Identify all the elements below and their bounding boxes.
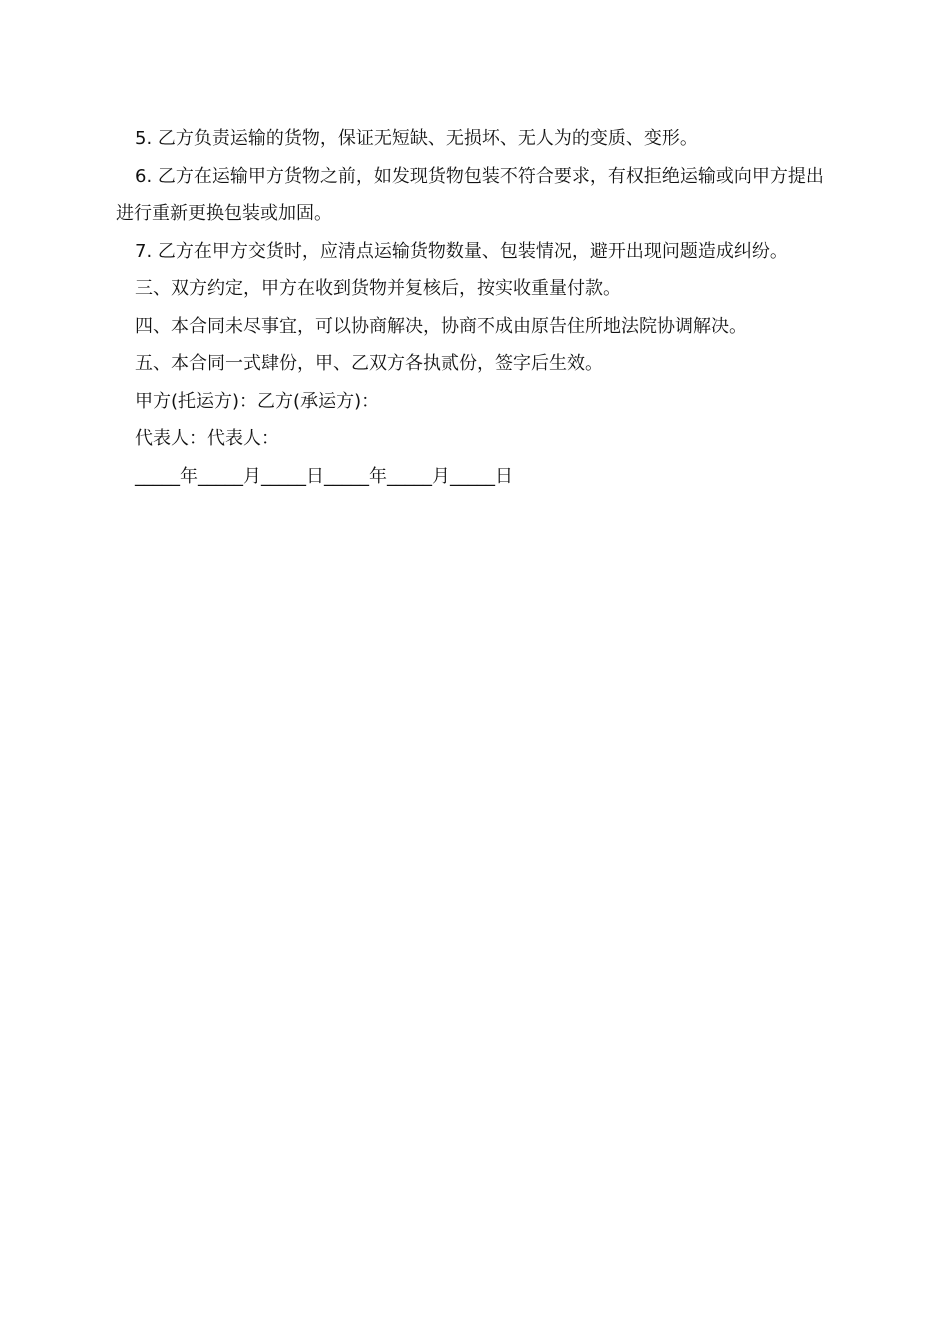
section-four: 四、本合同未尽事宜，可以协商解决，协商不成由原告住所地法院协调解决。 (135, 315, 747, 337)
document-body (116, 120, 834, 495)
section-five: 五、本合同一式肆份，甲、乙双方各执贰份，签字后生效。 (135, 353, 603, 374)
signature-date-line: _____年_____月_____日_____年_____月_____日 (135, 465, 513, 487)
representatives-line: 代表人：代表人： (135, 428, 279, 449)
section-three: 三、双方约定，甲方在收到货物并复核后，按实收重量付款。 (135, 278, 621, 299)
clause-5: 5. 乙方负责运输的货物，保证无短缺、无损坏、无人为的变质、变形。 (135, 128, 698, 149)
parties-line: 甲方(托运方)：乙方(承运方)： (135, 390, 380, 412)
clause-6: 6. 乙方在运输甲方货物之前，如发现货物包装不符合要求，有权拒绝运输或向甲方提出进行重新更换包装或加固。 (116, 165, 824, 224)
clause-7: 7. 乙方在甲方交货时，应清点运输货物数量、包装情况，避开出现问题造成纠纷。 (135, 240, 788, 262)
